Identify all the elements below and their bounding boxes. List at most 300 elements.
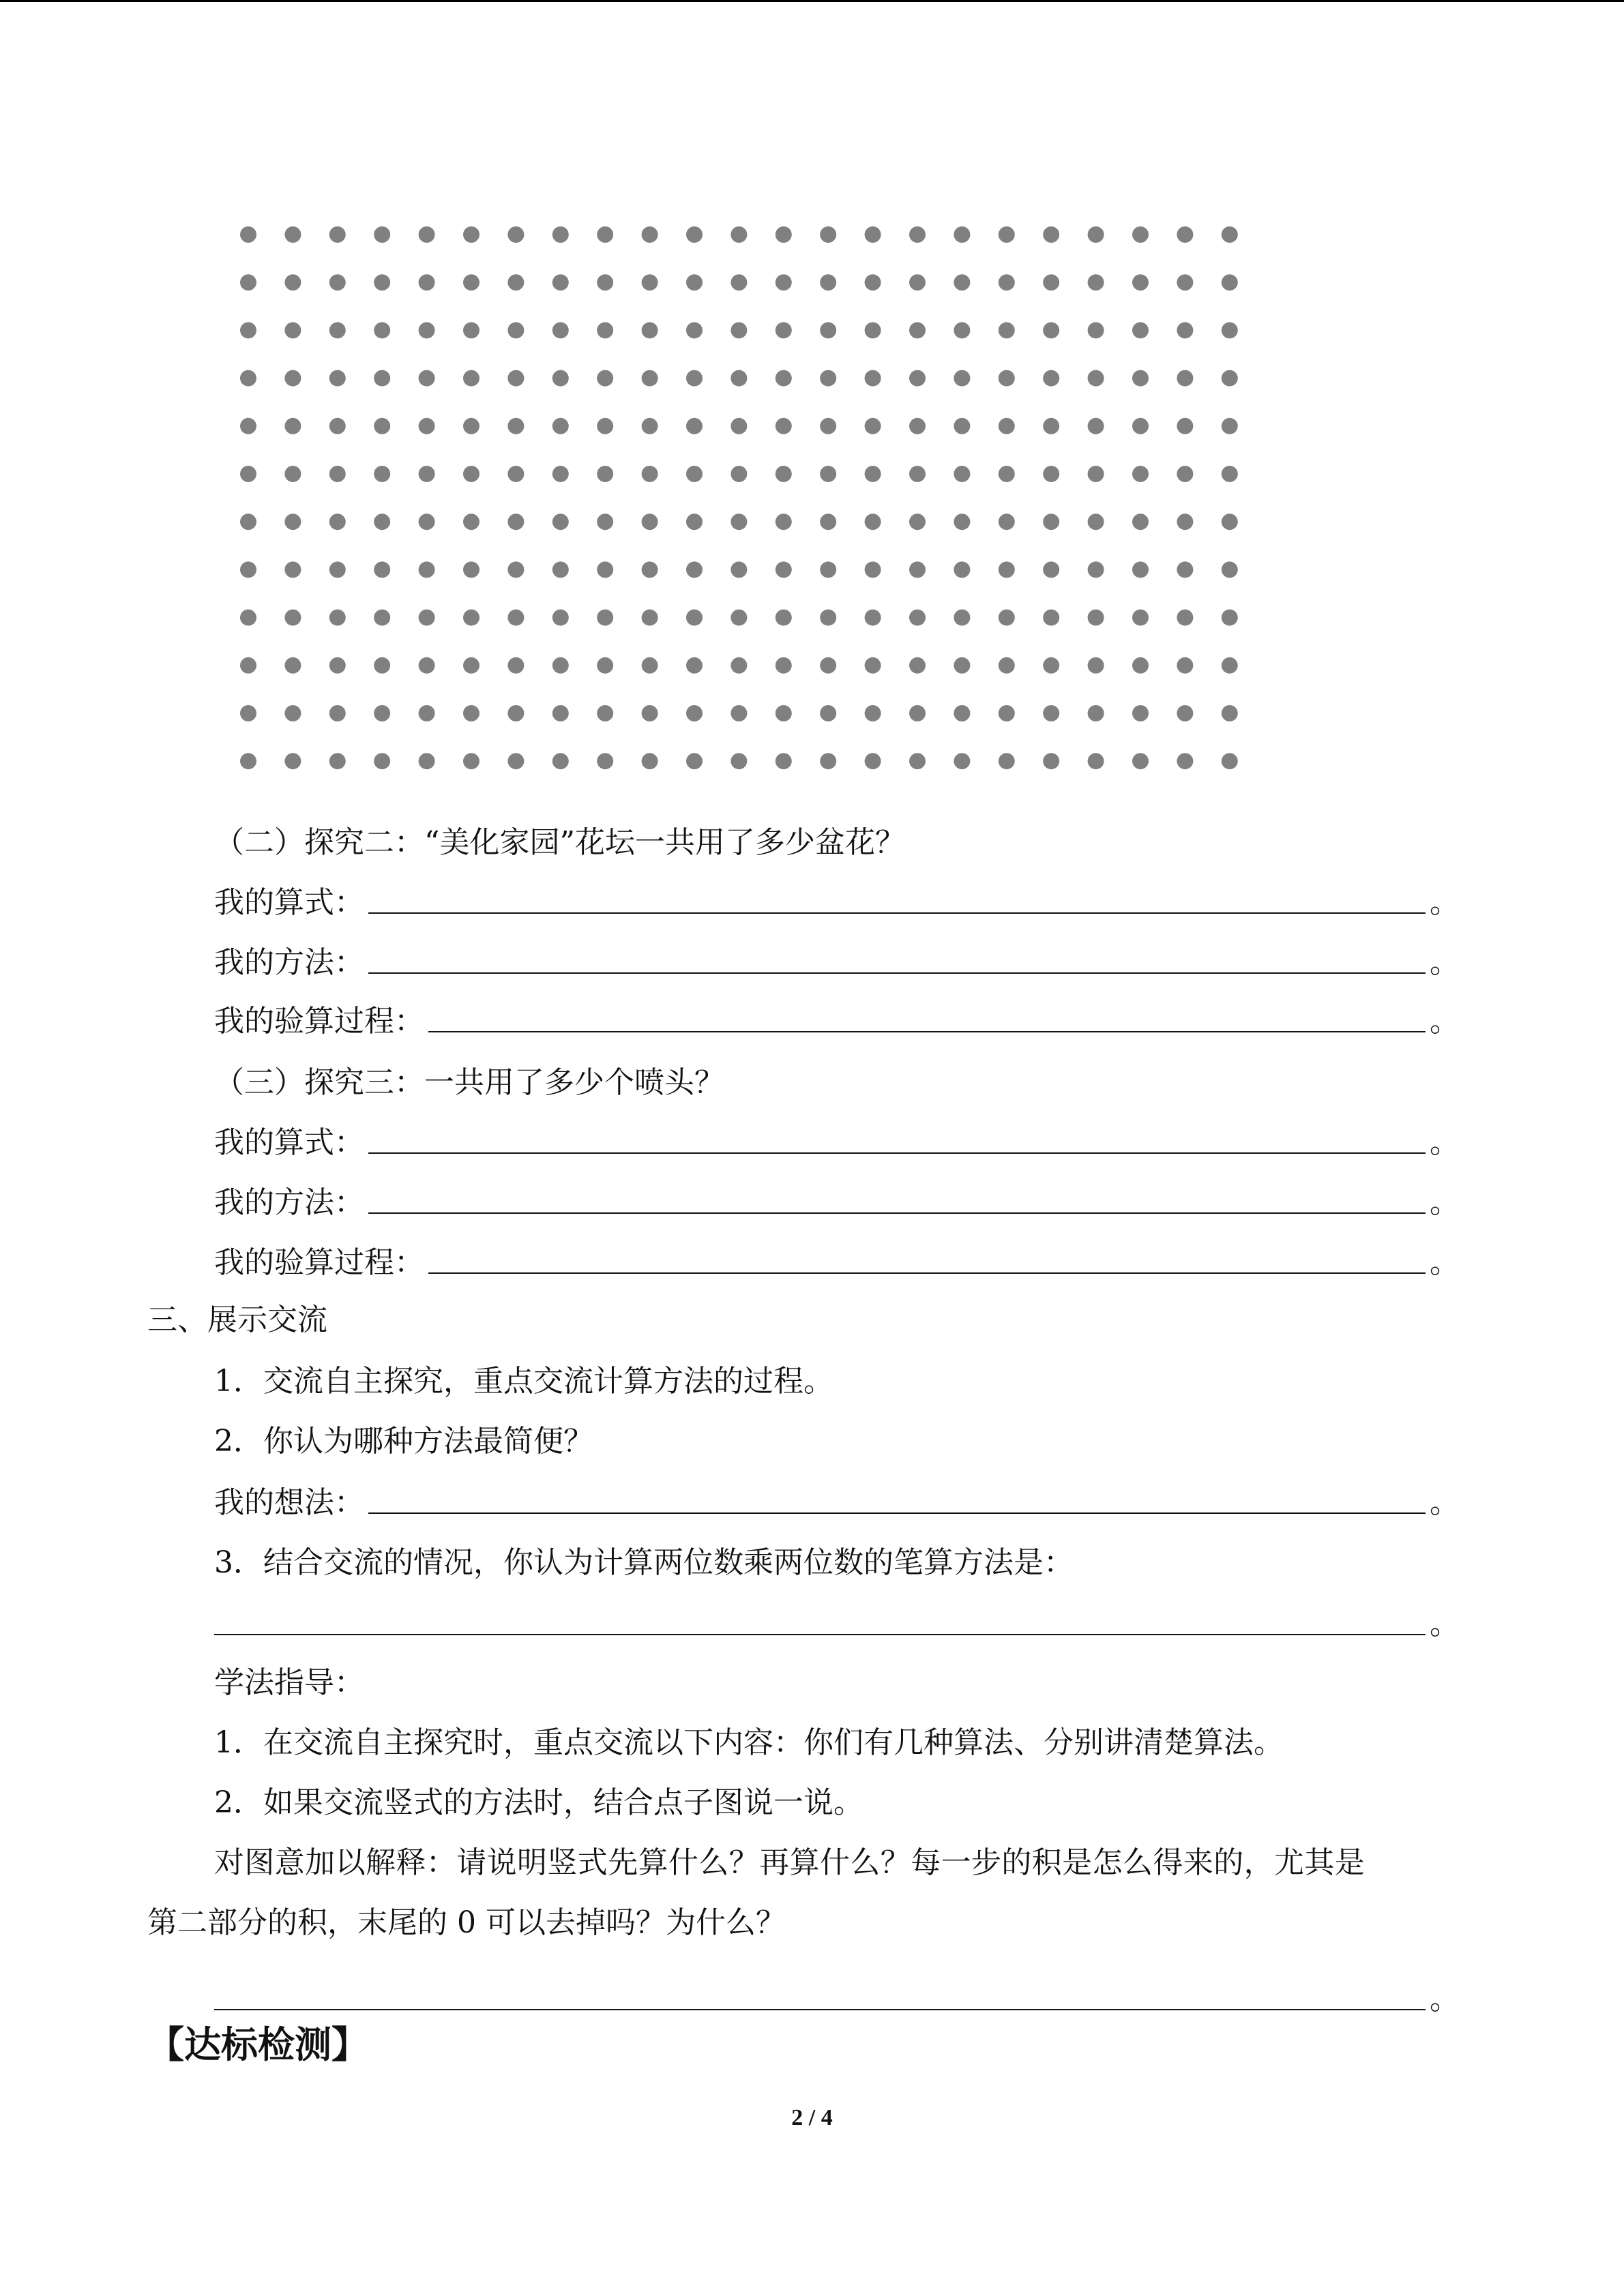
grid-dot <box>552 370 569 387</box>
section3-method-row <box>214 1604 1460 1645</box>
grid-dot <box>597 513 613 530</box>
grid-dot <box>463 370 479 387</box>
grid-dot <box>507 226 524 243</box>
grid-dot <box>730 466 747 482</box>
grid-dot <box>374 418 390 434</box>
grid-dot <box>419 513 435 530</box>
section3-item2: 2．你认为哪种方法最简便？ <box>214 1424 593 1459</box>
grid-dot <box>374 657 390 674</box>
grid-dot <box>820 370 836 387</box>
grid-dot <box>597 370 613 387</box>
grid-dot <box>776 561 792 578</box>
grid-dot <box>686 610 703 626</box>
grid-dot <box>1222 226 1238 243</box>
grid-dot <box>776 418 792 434</box>
grid-dot <box>1043 513 1059 530</box>
grid-dot <box>1177 705 1193 721</box>
grid-dot <box>999 226 1015 243</box>
grid-dot <box>1088 226 1104 243</box>
grid-dot <box>329 513 346 530</box>
grid-dot <box>820 274 836 290</box>
grid-dot <box>1088 513 1104 530</box>
grid-dot <box>507 753 524 769</box>
grid-dot <box>1132 370 1149 387</box>
grid-dot <box>865 513 881 530</box>
assessment-heading: 【达标检测】 <box>147 2023 368 2066</box>
grid-dot <box>954 418 970 434</box>
grid-dot <box>463 418 479 434</box>
section3-idea-row <box>214 1482 1460 1523</box>
grid-dot <box>1177 657 1193 674</box>
grid-dot <box>552 610 569 626</box>
grid-dot <box>374 561 390 578</box>
grid-dot <box>909 513 926 530</box>
grid-dot <box>686 226 703 243</box>
grid-dot <box>642 226 658 243</box>
grid-dot <box>1177 322 1193 338</box>
guidance-title: 学法指导： <box>214 1665 364 1700</box>
grid-dot <box>820 705 836 721</box>
grid-dot <box>865 657 881 674</box>
grid-dot <box>463 322 479 338</box>
grid-dot <box>1222 657 1238 674</box>
grid-dot <box>954 274 970 290</box>
grid-dot <box>1132 753 1149 769</box>
grid-dot <box>909 657 926 674</box>
grid-dot <box>597 226 613 243</box>
grid-dot <box>507 418 524 434</box>
grid-dot <box>730 657 747 674</box>
guidance-answer-row <box>214 1979 1460 2020</box>
grid-dot <box>642 657 658 674</box>
grid-dot <box>240 274 256 290</box>
grid-dot <box>284 610 301 626</box>
grid-dot <box>463 561 479 578</box>
grid-dot <box>865 753 881 769</box>
grid-dot <box>284 466 301 482</box>
grid-dot <box>999 513 1015 530</box>
explore2-title: （二）探究二：“美化家园”花坛一共用了多少盆花？ <box>214 825 905 860</box>
grid-dot <box>954 513 970 530</box>
grid-dot <box>776 466 792 482</box>
grid-dot <box>463 657 479 674</box>
grid-dot <box>597 466 613 482</box>
grid-dot <box>1043 705 1059 721</box>
grid-dot <box>597 561 613 578</box>
grid-dot <box>642 370 658 387</box>
grid-dot <box>820 226 836 243</box>
explore3-formula-blank[interactable] <box>368 1125 1426 1154</box>
grid-dot <box>730 418 747 434</box>
grid-dot <box>1222 753 1238 769</box>
grid-dot <box>1132 466 1149 482</box>
explore2-method-blank[interactable] <box>368 945 1426 974</box>
grid-dot <box>1043 226 1059 243</box>
grid-dot <box>597 705 613 721</box>
grid-dot <box>284 226 301 243</box>
grid-dot <box>909 226 926 243</box>
grid-dot <box>552 322 569 338</box>
end-mark: 。 <box>1430 1185 1460 1220</box>
grid-dot <box>552 657 569 674</box>
grid-dot <box>1132 418 1149 434</box>
grid-dot <box>954 753 970 769</box>
guidance-paragraph-line2: 第二部分的积，末尾的 0 可以去掉吗？为什么？ <box>147 1905 786 1940</box>
grid-dot <box>1043 657 1059 674</box>
grid-dot <box>240 466 256 482</box>
grid-dot <box>1177 513 1193 530</box>
grid-dot <box>329 418 346 434</box>
grid-dot <box>1177 466 1193 482</box>
explore3-method-blank[interactable] <box>368 1185 1426 1214</box>
grid-dot <box>999 466 1015 482</box>
end-mark: 。 <box>1430 1004 1460 1039</box>
grid-dot <box>686 513 703 530</box>
grid-dot <box>776 226 792 243</box>
grid-dot <box>865 226 881 243</box>
grid-dot <box>284 753 301 769</box>
grid-dot <box>419 322 435 338</box>
grid-dot <box>552 705 569 721</box>
grid-dot <box>507 705 524 721</box>
grid-dot <box>999 753 1015 769</box>
grid-dot <box>1222 370 1238 387</box>
grid-dot <box>999 705 1015 721</box>
grid-dot <box>419 226 435 243</box>
grid-dot <box>1177 370 1193 387</box>
grid-dot <box>374 753 390 769</box>
grid-dot <box>999 561 1015 578</box>
grid-dot <box>730 322 747 338</box>
grid-dot <box>240 370 256 387</box>
grid-dot <box>419 370 435 387</box>
grid-dot <box>642 513 658 530</box>
grid-dot <box>1043 370 1059 387</box>
grid-dot <box>999 418 1015 434</box>
grid-dot <box>1177 561 1193 578</box>
grid-dot <box>865 322 881 338</box>
grid-dot <box>1043 418 1059 434</box>
grid-dot <box>820 513 836 530</box>
grid-dot <box>642 274 658 290</box>
grid-dot <box>1088 370 1104 387</box>
grid-dot <box>329 753 346 769</box>
grid-dot <box>954 705 970 721</box>
explore3-method-row <box>214 1182 1460 1223</box>
grid-dot <box>642 561 658 578</box>
grid-dot <box>552 418 569 434</box>
grid-dot <box>597 274 613 290</box>
grid-dot <box>329 466 346 482</box>
grid-dot <box>730 705 747 721</box>
guidance-paragraph-line1: 对图意加以解释：请说明竖式先算什么？再算什么？每一步的积是怎么得来的，尤其是 <box>214 1845 1365 1880</box>
page-number: 2 / 4 <box>791 2105 833 2130</box>
grid-dot <box>374 466 390 482</box>
grid-dot <box>463 610 479 626</box>
grid-dot <box>642 466 658 482</box>
grid-dot <box>374 226 390 243</box>
grid-dot <box>1177 226 1193 243</box>
grid-dot <box>329 561 346 578</box>
grid-dot <box>240 322 256 338</box>
grid-dot <box>954 657 970 674</box>
grid-dot <box>686 370 703 387</box>
grid-dot <box>240 610 256 626</box>
grid-dot <box>284 322 301 338</box>
grid-dot <box>284 370 301 387</box>
explore2-method-label: 我的方法： <box>214 945 364 980</box>
grid-dot <box>374 322 390 338</box>
grid-dot <box>1088 705 1104 721</box>
grid-dot <box>686 561 703 578</box>
grid-dot <box>909 370 926 387</box>
grid-dot <box>820 610 836 626</box>
grid-dot <box>954 466 970 482</box>
grid-dot <box>1132 705 1149 721</box>
grid-dot <box>329 610 346 626</box>
explore2-check-row <box>214 1001 1460 1042</box>
end-mark: 。 <box>1430 1607 1460 1641</box>
grid-dot <box>820 322 836 338</box>
grid-dot <box>552 274 569 290</box>
grid-dot <box>1088 657 1104 674</box>
grid-dot <box>1222 561 1238 578</box>
explore2-formula-blank[interactable] <box>368 885 1426 914</box>
grid-dot <box>1132 322 1149 338</box>
grid-dot <box>284 657 301 674</box>
grid-dot <box>730 513 747 530</box>
explore2-formula-label: 我的算式： <box>214 885 364 920</box>
grid-dot <box>507 466 524 482</box>
grid-dot <box>240 418 256 434</box>
grid-dot <box>463 274 479 290</box>
grid-dot <box>730 370 747 387</box>
grid-dot <box>1043 274 1059 290</box>
grid-dot <box>1043 561 1059 578</box>
grid-dot <box>999 657 1015 674</box>
grid-dot <box>909 610 926 626</box>
grid-dot <box>507 274 524 290</box>
explore3-check-label: 我的验算过程： <box>214 1245 424 1280</box>
grid-dot <box>240 513 256 530</box>
grid-dot <box>776 753 792 769</box>
grid-dot <box>240 657 256 674</box>
grid-dot <box>507 513 524 530</box>
grid-dot <box>1222 610 1238 626</box>
grid-dot <box>909 466 926 482</box>
grid-dot <box>1222 705 1238 721</box>
grid-dot <box>240 561 256 578</box>
grid-dot <box>865 274 881 290</box>
grid-dot <box>507 322 524 338</box>
grid-dot <box>597 610 613 626</box>
grid-dot <box>776 657 792 674</box>
grid-dot <box>552 561 569 578</box>
grid-dot <box>1222 418 1238 434</box>
grid-dot <box>1177 418 1193 434</box>
grid-dot <box>284 705 301 721</box>
grid-dot <box>284 513 301 530</box>
grid-dot <box>374 610 390 626</box>
guidance-item2: 2．如果交流竖式的方法时，结合点子图说一说。 <box>214 1785 863 1820</box>
grid-dot <box>1088 466 1104 482</box>
grid-dot <box>1088 322 1104 338</box>
grid-dot <box>642 610 658 626</box>
grid-dot <box>730 226 747 243</box>
grid-dot <box>463 513 479 530</box>
grid-dot <box>1088 610 1104 626</box>
grid-dot <box>686 274 703 290</box>
grid-dot <box>730 561 747 578</box>
explore3-check-blank[interactable] <box>428 1245 1426 1274</box>
grid-dot <box>686 705 703 721</box>
grid-dot <box>730 274 747 290</box>
grid-dot <box>776 610 792 626</box>
grid-dot <box>730 753 747 769</box>
explore3-formula-row <box>214 1122 1460 1163</box>
section3-idea-label: 我的想法： <box>214 1485 364 1520</box>
grid-dot <box>552 753 569 769</box>
grid-dot <box>284 418 301 434</box>
grid-dot <box>240 705 256 721</box>
grid-dot <box>909 705 926 721</box>
grid-dot <box>463 466 479 482</box>
explore2-check-label: 我的验算过程： <box>214 1004 424 1039</box>
grid-dot <box>1043 466 1059 482</box>
explore2-check-blank[interactable] <box>428 1004 1426 1032</box>
grid-dot <box>999 322 1015 338</box>
grid-dot <box>329 322 346 338</box>
grid-dot <box>419 705 435 721</box>
end-mark: 。 <box>1430 885 1460 920</box>
grid-dot <box>552 226 569 243</box>
grid-dot <box>240 226 256 243</box>
grid-dot <box>909 753 926 769</box>
grid-dot <box>1132 610 1149 626</box>
end-mark: 。 <box>1430 1125 1460 1160</box>
grid-dot <box>642 753 658 769</box>
section3-method-blank[interactable] <box>214 1607 1426 1635</box>
explore3-method-label: 我的方法： <box>214 1185 364 1220</box>
grid-dot <box>507 610 524 626</box>
guidance-item1: 1．在交流自主探究时，重点交流以下内容：你们有几种算法、分别讲清楚算法。 <box>214 1725 1284 1760</box>
grid-dot <box>419 561 435 578</box>
grid-dot <box>1132 561 1149 578</box>
grid-dot <box>865 418 881 434</box>
grid-dot <box>507 370 524 387</box>
grid-dot <box>1132 513 1149 530</box>
grid-dot <box>1043 610 1059 626</box>
grid-dot <box>776 705 792 721</box>
grid-dot <box>686 753 703 769</box>
grid-dot <box>730 610 747 626</box>
grid-dot <box>329 705 346 721</box>
grid-dot <box>374 274 390 290</box>
grid-dot <box>507 561 524 578</box>
grid-dot <box>374 370 390 387</box>
grid-dot <box>1222 466 1238 482</box>
grid-dot <box>1088 274 1104 290</box>
grid-dot <box>419 610 435 626</box>
grid-dot <box>1132 226 1149 243</box>
grid-dot <box>909 418 926 434</box>
dot-array-figure <box>232 221 1255 780</box>
grid-dot <box>329 370 346 387</box>
grid-dot <box>1088 753 1104 769</box>
grid-dot <box>865 610 881 626</box>
explore3-title: （三）探究三：一共用了多少个喷头？ <box>214 1065 724 1100</box>
section3-idea-blank[interactable] <box>368 1485 1426 1514</box>
grid-dot <box>954 610 970 626</box>
grid-dot <box>552 513 569 530</box>
end-mark: 。 <box>1430 945 1460 980</box>
grid-dot <box>1222 513 1238 530</box>
grid-dot <box>865 561 881 578</box>
grid-dot <box>865 705 881 721</box>
explore2-formula-row <box>214 882 1460 923</box>
section3-item3: 3．结合交流的情况，你认为计算两位数乘两位数的笔算方法是： <box>214 1545 1074 1580</box>
grid-dot <box>597 418 613 434</box>
grid-dot <box>597 322 613 338</box>
grid-dot <box>597 753 613 769</box>
grid-dot <box>463 226 479 243</box>
grid-dot <box>954 226 970 243</box>
grid-dot <box>865 466 881 482</box>
grid-dot <box>954 322 970 338</box>
grid-dot <box>507 657 524 674</box>
grid-dot <box>642 418 658 434</box>
explore3-check-row <box>214 1242 1460 1283</box>
grid-dot <box>419 466 435 482</box>
grid-dot <box>820 753 836 769</box>
grid-dot <box>329 226 346 243</box>
grid-dot <box>284 561 301 578</box>
grid-dot <box>419 753 435 769</box>
grid-dot <box>686 418 703 434</box>
grid-dot <box>329 657 346 674</box>
grid-dot <box>329 274 346 290</box>
grid-dot <box>419 274 435 290</box>
grid-dot <box>552 466 569 482</box>
grid-dot <box>463 753 479 769</box>
grid-dot <box>776 370 792 387</box>
guidance-answer-blank[interactable] <box>214 1982 1426 2010</box>
grid-dot <box>284 274 301 290</box>
grid-dot <box>909 274 926 290</box>
grid-dot <box>909 322 926 338</box>
grid-dot <box>642 322 658 338</box>
grid-dot <box>1222 274 1238 290</box>
grid-dot <box>374 513 390 530</box>
grid-dot <box>686 657 703 674</box>
grid-dot <box>1177 274 1193 290</box>
grid-dot <box>240 753 256 769</box>
grid-dot <box>820 466 836 482</box>
explore3-formula-label: 我的算式： <box>214 1125 364 1160</box>
grid-dot <box>820 657 836 674</box>
grid-dot <box>776 513 792 530</box>
grid-dot <box>686 322 703 338</box>
grid-dot <box>954 370 970 387</box>
grid-dot <box>1222 322 1238 338</box>
grid-dot <box>1088 561 1104 578</box>
grid-dot <box>1132 657 1149 674</box>
page-top-border <box>0 0 1624 2</box>
grid-dot <box>865 370 881 387</box>
grid-dot <box>1132 274 1149 290</box>
grid-dot <box>374 705 390 721</box>
grid-dot <box>686 466 703 482</box>
